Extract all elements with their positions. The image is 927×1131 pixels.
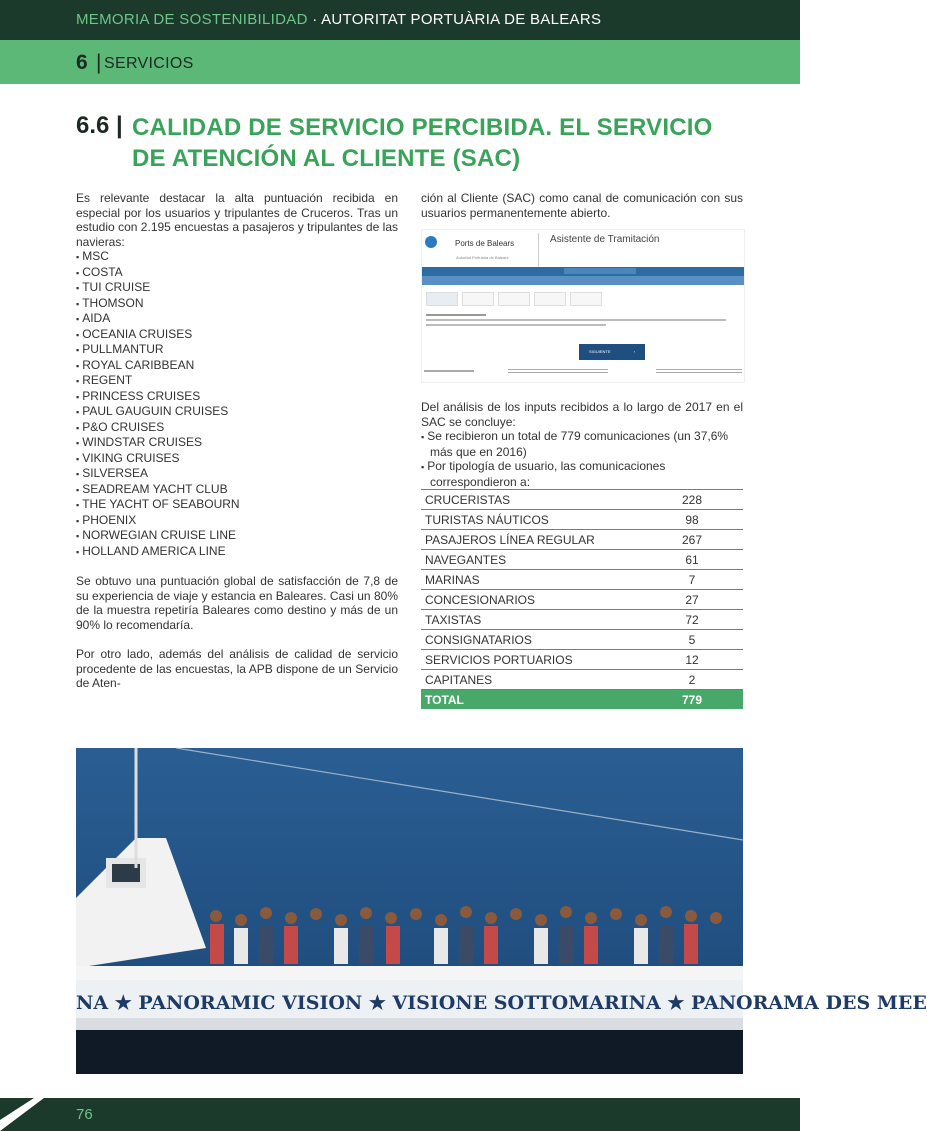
cruise-line-item: ▪ NORWEGIAN CRUISE LINE [76, 528, 398, 544]
row-value: 5 [641, 630, 743, 650]
analysis-bullets [421, 429, 743, 489]
cruise-line-item: ▪ ROYAL CARIBBEAN [76, 358, 398, 374]
table-row [421, 670, 743, 690]
sac-paragraph: Por otro lado, además del análisis de calidad de servicio procedente de las encuestas, la APB dispone de un Servicio de Aten- [76, 647, 398, 690]
heading-title: CALIDAD DE SERVICIO PERCIBIDA. EL SERVICIO DE ATENCIÓN AL CLIENTE (SAC) [132, 114, 713, 172]
row-label: MARINAS [421, 570, 641, 590]
footer-bar [0, 1098, 800, 1131]
footer-stripe [0, 1098, 60, 1131]
cruise-line-item: ▪ THOMSON [76, 296, 398, 312]
left-column [76, 191, 398, 691]
running-header [0, 0, 800, 40]
cruise-line-item: ▪ OCEANIA CRUISES [76, 327, 398, 343]
cruise-line-item: ▪ HOLLAND AMERICA LINE [76, 544, 398, 560]
user-type-table [421, 489, 743, 709]
table-row [421, 570, 743, 590]
row-label: CONCESIONARIOS [421, 590, 641, 610]
screenshot-step [534, 292, 566, 306]
screenshot-nav-button [564, 268, 600, 274]
cruise-line-item: ▪ PAUL GAUGUIN CRUISES [76, 404, 398, 420]
cruise-line-item: ▪ P&O CRUISES [76, 420, 398, 436]
screenshot-brand-sub: Autoritat Portuària de Balears [456, 255, 509, 260]
screenshot-step [570, 292, 602, 306]
row-label: TAXISTAS [421, 610, 641, 630]
row-value: 12 [641, 650, 743, 670]
screenshot-title: Asistente de Tramitación [550, 234, 660, 245]
row-value: 61 [641, 550, 743, 570]
analysis-intro: Del análisis de los inputs recibidos a lo largo de 2017 en el SAC se concluye: [421, 400, 743, 429]
row-label: NAVEGANTES [421, 550, 641, 570]
panoramic-banner-text: NA ★ PANORAMIC VISION ★ VISIONE SOTTOMARINA ★ PANORAMA DES MEE [76, 992, 927, 1014]
cruise-line-item: ▪ WINDSTAR CRUISES [76, 435, 398, 451]
row-label: TURISTAS NÁUTICOS [421, 510, 641, 530]
cruise-line-item: ▪ REGENT [76, 373, 398, 389]
header-org: AUTORITAT PORTUÀRIA DE BALEARS [321, 11, 602, 28]
table-row [421, 590, 743, 610]
cruise-line-item: ▪ PRINCESS CRUISES [76, 389, 398, 405]
table-row [421, 630, 743, 650]
table-row [421, 510, 743, 530]
screenshot-next-button [579, 344, 645, 360]
screenshot-nav-button [600, 268, 636, 274]
analysis-bullet: ▪ Se recibieron un total de 779 comunicaciones (un 37,6% más que en 2016) [421, 429, 743, 459]
table-row [421, 610, 743, 630]
table-row [421, 550, 743, 570]
cruise-line-item: ▪ SILVERSEA [76, 466, 398, 482]
screenshot-step [462, 292, 494, 306]
screenshot-next-label: SIGUIENTE [589, 349, 611, 354]
cruise-line-item: ▪ COSTA [76, 265, 398, 281]
chevron-right-icon: › [633, 349, 636, 354]
header-title [76, 11, 601, 28]
photo-illustration [76, 748, 927, 1074]
cruise-line-item: ▪ THE YACHT OF SEABOURN [76, 497, 398, 513]
row-value: 7 [641, 570, 743, 590]
continuation-paragraph: ción al Cliente (SAC) como canal de comunicación con sus usuarios permanentemente abierto. [421, 191, 743, 220]
total-row [421, 690, 743, 710]
analysis-bullet: ▪ Por tipología de usuario, las comunicaciones correspondieron a: [421, 459, 743, 489]
row-label: PASAJEROS LÍNEA REGULAR [421, 530, 641, 550]
screenshot-step [426, 292, 458, 306]
cruise-line-item: ▪ VIKING CRUISES [76, 451, 398, 467]
row-value: 98 [641, 510, 743, 530]
table-row [421, 490, 743, 510]
cruise-line-item: ▪ TUI CRUISE [76, 280, 398, 296]
screenshot-footer-middle [508, 369, 608, 375]
page-number: 76 [76, 1106, 93, 1123]
screenshot-brand: Ports de Balears [455, 239, 515, 248]
row-label: CAPITANES [421, 670, 641, 690]
header-doc-title: MEMORIA DE SOSTENIBILIDAD [76, 11, 308, 28]
row-label: CRUCERISTAS [421, 490, 641, 510]
ports-logo-icon [425, 236, 437, 248]
row-value: 27 [641, 590, 743, 610]
screenshot-divider [538, 233, 539, 267]
table-row [421, 650, 743, 670]
section-bar [0, 40, 800, 84]
cruise-boat-photo [76, 748, 927, 1074]
row-label: CONSIGNATARIOS [421, 630, 641, 650]
cruise-line-item: ▪ MSC [76, 249, 398, 265]
screenshot-step [498, 292, 530, 306]
heading-number: 6.6 | [76, 112, 123, 139]
screenshot-nav-bar [422, 267, 744, 276]
sac-web-screenshot [421, 229, 745, 383]
cruise-line-item: ▪ AIDA [76, 311, 398, 327]
screenshot-sub-bar [422, 276, 744, 285]
cruise-line-list [76, 249, 398, 559]
section-label: SERVICIOS [104, 55, 194, 72]
header-separator: · [312, 11, 318, 28]
row-value: 267 [641, 530, 743, 550]
section-separator: | [96, 51, 102, 74]
table-row [421, 530, 743, 550]
analysis-block [421, 400, 743, 489]
total-value: 779 [641, 690, 743, 710]
screenshot-footer-right [656, 369, 742, 375]
screenshot-footer-left [424, 370, 474, 372]
cruise-line-item: ▪ PHOENIX [76, 513, 398, 529]
row-value: 72 [641, 610, 743, 630]
cruise-line-item: ▪ SEADREAM YACHT CLUB [76, 482, 398, 498]
satisfaction-paragraph: Se obtuvo una puntuación global de satisfacción de 7,8 de su experiencia de viaje y estancia en Baleares. Casi un 80% de la muestra repetiría Baleares como destino y más de un 90% lo recomendaría. [76, 574, 398, 632]
total-label: TOTAL [421, 690, 641, 710]
row-value: 2 [641, 670, 743, 690]
screenshot-message [426, 314, 740, 342]
row-value: 228 [641, 490, 743, 510]
row-label: SERVICIOS PORTUARIOS [421, 650, 641, 670]
intro-paragraph: Es relevante destacar la alta puntuación recibida en especial por los usuarios y tripulantes de Cruceros. Tras un estudio con 2.195 encuestas a pasajeros y tripulantes de las navieras: [76, 191, 398, 249]
section-number: 6 [76, 51, 88, 74]
cruise-line-item: ▪ PULLMANTUR [76, 342, 398, 358]
